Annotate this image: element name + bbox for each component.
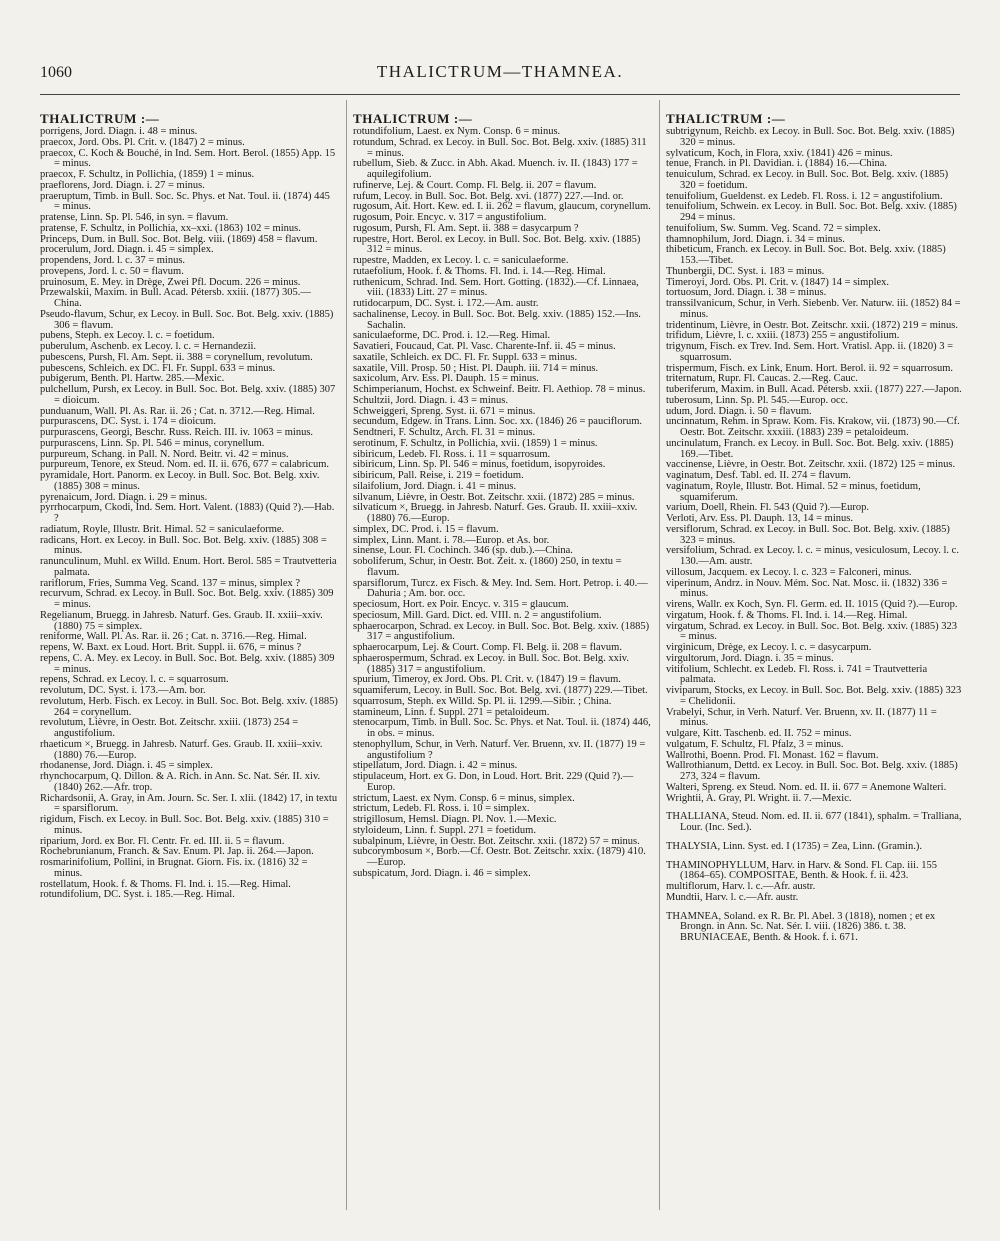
index-entry: praecox, Jord. Obs. Pl. Crit. v. (1847) 2 = minus. (40, 136, 245, 148)
index-entry: subalpinum, Lièvre, in Oestr. Bot. Zeitschr. xxii. (1872) 57 = minus. (353, 835, 640, 847)
index-entry: udum, Jord. Diagn. i. 50 = flavum. (666, 405, 812, 417)
index-entry: repens, Schrad. ex Lecoy. l. c. = squarrosum. (40, 674, 229, 686)
index-entry: subspicatum, Jord. Diagn. i. 46 = simplex. (353, 867, 531, 879)
index-entry: rutidocarpum, DC. Syst. i. 172.—Am. austr. (353, 298, 539, 309)
index-entry: purpurascens, Georgi, Beschr. Russ. Reich. III. iv. 1063 = minus. (40, 427, 314, 438)
index-entry: Sendtneri, F. Schultz, Arch. Fl. 31 = minus. (353, 427, 536, 438)
index-entry: pubigerum, Benth. Pl. Hartw. 285.—Mexic. (40, 373, 225, 385)
index-entry: simplex, Linn. Mant. i. 78.—Europ. et As. bor. (353, 534, 550, 546)
index-entry: silvaticum ×, Bruegg. in Jahresb. Naturf. Ges. Graub. II. xxiii–xxiv. (1880) 76.—Europ. (353, 502, 638, 524)
index-entry: trifidum, Lièvre, l. c. xxiii. (1873) 255 = angustifolium. (666, 330, 900, 342)
index-entry: Savatieri, Foucaud, Cat. Pl. Vasc. Charente-Inf. ii. 45 = minus. (353, 341, 616, 352)
index-entry: subtrigynum, Reichb. ex Lecoy. in Bull. Soc. Bot. Belg. xxiv. (1885) 320 = minus. (666, 126, 955, 148)
index-entry: rutaefolium, Hook. f. & Thoms. Fl. Ind. i. 14.—Reg. Himal. (353, 265, 606, 277)
index-entry: uncinnatum, Rehm. in Spraw. Kom. Fis. Krakow, vii. (1873) 90.—Cf. Oestr. Bot. Zeitschr. xxxiii. (1883) 239 = petaloideum. (666, 416, 960, 438)
index-entry: tuberiferum, Maxim. in Bull. Acad. Pétersb. xxii. (1877) 227.—Japon. (666, 384, 962, 395)
index-entry: pulchellum, Pursh, ex Lecoy. in Bull. Soc. Bot. Belg. xxiv. (1885) 307 = dioicum. (40, 384, 336, 406)
index-entry: spurium, Timeroy, ex Jord. Obs. Pl. Crit. v. (1847) 19 = flavum. (353, 674, 621, 686)
index-entry: strigillosum, Hemsl. Diagn. Pl. Nov. 1.—Mexic. (353, 814, 557, 825)
index-entry: vulgatum, F. Schultz, Fl. Pfalz, 3 = minus. (666, 738, 844, 750)
index-entry: rotundifolium, Laest. ex Nym. Consp. 6 = minus. (353, 126, 561, 137)
index-entry: punduanum, Wall. Pl. As. Rar. ii. 26 ; Cat. n. 3712.—Reg. Himal. (40, 405, 315, 417)
index-entry: Przewalskii, Maxim. in Bull. Acad. Pétersb. xxiii. (1877) 305.—China. (40, 287, 311, 309)
column-2 (346, 100, 651, 1210)
index-entry: ruthenicum, Schrad. Ind. Sem. Hort. Gotting. (1832).—Cf. Linnaea, viii. (1833) Litt. 27 = minus. (353, 276, 639, 299)
index-entry: stenocarpum, Timb. in Bull. Soc. Sc. Phys. et Nat. Toul. ii. (1874) 446, in obs. = minus. (353, 717, 651, 739)
index-entry: tenuifolium, Gueldenst. ex Ledeb. Fl. Ross. i. 12 = angustifolium. (666, 190, 943, 202)
index-entry: tenuifolium, Sw. Summ. Veg. Scand. 72 = simplex. (666, 222, 881, 234)
index-entry: viviparum, Stocks, ex Lecoy. in Bull. Soc. Bot. Belg. xxiv. (1885) 323 = Chelidonii. (666, 685, 962, 707)
index-entry: reniforme, Wall. Pl. As. Rar. ii. 26 ; Cat. n. 3716.—Reg. Himal. (40, 631, 307, 643)
index-entry: sphaerocarpum, Lej. & Court. Comp. Fl. Belg. ii. 208 = flavum. (353, 642, 622, 653)
index-entry: triternatum, Rupr. Fl. Caucas. 2.—Reg. Cauc. (666, 373, 858, 385)
index-entry: pyrrhocarpum, Ckodi, Ind. Sem. Hort. Valent. (1883) (Quid ?).—Hab. ? (40, 502, 335, 524)
index-entry: repens, W. Baxt. ex Loud. Hort. Brit. Suppl. ii. 676, = minus ? (40, 642, 302, 653)
genus-entry: Mundtii, Harv. l. c.—Afr. austr. (666, 891, 799, 903)
index-entry: strictum, Ledeb. Fl. Ross. i. 10 = simplex. (353, 803, 530, 815)
index-entry: Schimperianum, Hochst. ex Schweinf. Beitr. Fl. Aethiop. 78 = minus. (353, 384, 646, 395)
index-entry: pubescens, Schleich. ex DC. Fl. Fr. Suppl. 633 = minus. (40, 362, 276, 374)
index-entry: stenophyllum, Schur, in Verh. Naturf. Ver. Bruenn, xv. II. (1877) 19 = angustifolium ? (353, 738, 646, 761)
index-entry: rotundifolium, DC. Syst. i. 185.—Reg. Himal. (40, 889, 235, 901)
index-entry: rotundum, Schrad. ex Lecoy. in Bull. Soc. Bot. Belg. xxiv. (1885) 311 = minus. (353, 136, 647, 159)
index-entry: Vrabelyi, Schur, in Verh. Naturf. Ver. Bruenn, xv. II. (1877) 11 = minus. (666, 706, 937, 729)
index-entry: vaccinense, Lièvre, in Oestr. Bot. Zeitschr. xxii. (1872) 125 = minus. (666, 459, 956, 471)
genus-entry: multiflorum, Harv. l. c.—Afr. austr. (666, 881, 816, 892)
index-entry: sphaerospermum, Schrad. ex Lecoy. in Bull. Soc. Bot. Belg. xxiv. (1885) 317 = angustifolium. (353, 652, 629, 675)
genus-entry: THALYSIA, Linn. Syst. ed. I (1735) = Zea, Linn. (Gramin.). (666, 840, 922, 852)
index-entry: speciosum, Mill. Gard. Dict. ed. VIII. n. 2 = angustifolium. (353, 609, 602, 621)
index-entry: tortuosum, Jord. Diagn. i. 38 = minus. (666, 287, 827, 299)
index-entry: rufum, Lecoy. in Bull. Soc. Bot. Belg. xvi. (1877) 227.—Ind. or. (353, 190, 624, 202)
index-entry: revolutum, Lièvre, in Oestr. Bot. Zeitschr. xxiii. (1873) 254 = angustifolium. (40, 717, 299, 739)
index-entry: Thunbergii, DC. Syst. i. 183 = minus. (666, 265, 825, 277)
page-number: 1060 (40, 64, 72, 81)
index-entry: Timeroyi, Jord. Obs. Pl. Crit. v. (1847) 14 = simplex. (666, 276, 890, 288)
index-entry: thamnophilum, Jord. Diagn. i. 34 = minus. (666, 233, 845, 245)
index-entry: rugosum, Ait. Hort. Kew. ed. I. ii. 262 = flavum, glaucum, corynellum. (353, 201, 651, 213)
index-entry: sachalinense, Lecoy. in Bull. Soc. Bot. Belg. xxiv. (1885) 152.—Ins. Sachalin. (353, 308, 641, 331)
index-entry: purpurascens, DC. Syst. i. 174 = dioicum. (40, 416, 216, 428)
index-entry: sylvaticum, Koch, in Flora, xxiv. (1841) 426 = minus. (666, 147, 893, 159)
columns-container (40, 100, 964, 1210)
column-heading: THALICTRUM :— (40, 111, 160, 126)
running-head: THALICTRUM—THAMNEA. (376, 62, 624, 81)
index-entry: rupestre, Madden, ex Lecoy. l. c. = saniculaeforme. (353, 255, 569, 266)
index-entry: praeruptum, Timb. in Bull. Soc. Sc. Phys. et Nat. Toul. ii. (1874) 445 = minus. (40, 190, 330, 213)
index-entry: rhynchocarpum, Q. Dillon. & A. Rich. in Ann. Sc. Nat. Sér. II. xiv. (1840) 262.—Afr. trop. (40, 771, 321, 793)
index-entry: tenuiculum, Schrad. ex Lecoy. in Bull. Soc. Bot. Belg. xxiv. (1885) 320 = foetidum. (666, 169, 949, 191)
index-entry: thibeticum, Franch. ex Lecoy. in Bull. Soc. Bot. Belg. xxiv. (1885) 153.—Tibet. (666, 244, 946, 266)
index-entry: porrigens, Jord. Diagn. i. 48 = minus. (40, 126, 198, 137)
column-1 (40, 100, 338, 1210)
index-entry: pyramidale, Hort. Panorm. ex Lecoy. in Bull. Soc. Bot. Belg. xxiv. (1885) 308 = minus. (40, 470, 320, 492)
index-entry: squamiferum, Lecoy. in Bull. Soc. Bot. Belg. xvi. (1877) 229.—Tibet. (353, 685, 648, 696)
index-entry: praeflorens, Jord. Diagn. i. 27 = minus. (40, 179, 205, 191)
index-entry: silvanum, Lièvre, in Oestr. Bot. Zeitschr. xxii. (1872) 285 = minus. (353, 491, 635, 503)
index-entry: Pseudo-flavum, Schur, ex Lecoy. in Bull. Soc. Bot. Belg. xxiv. (1885) 306 = flavum. (40, 308, 334, 331)
index-entry: soboliferum, Schur, in Oestr. Bot. Zeit. x. (1860) 250, in textu = flavum. (353, 556, 622, 578)
index-entry: secundum, Edgew. in Trans. Linn. Soc. xx. (1846) 26 = pauciflorum. (353, 416, 643, 428)
index-entry: silaifolium, Jord. Diagn. i. 41 = minus. (353, 480, 517, 492)
index-entry: stamineum, Linn. f. Suppl. 271 = petaloideum. (353, 706, 550, 718)
index-entry: Verloti, Arv. Ess. Pl. Dauph. 13, 14 = minus. (666, 513, 853, 524)
index-entry: praecox, F. Schultz, in Pollichia, (1859) 1 = minus. (40, 169, 255, 180)
index-entry: saniculaeforme, DC. Prod. i. 12.—Reg. Himal. (353, 330, 551, 342)
index-entry: revolutum, DC. Syst. i. 173.—Am. bor. (40, 685, 206, 696)
index-entry: purpurascens, Linn. Sp. Pl. 546 = minus, corynellum. (40, 437, 265, 449)
index-entry: virgatum, Schrad. ex Lecoy. in Bull. Soc. Bot. Belg. xxiv. (1885) 323 = minus. (666, 620, 957, 643)
index-entry: sparsiflorum, Turcz. ex Fisch. & Mey. Ind. Sem. Hort. Petrop. i. 40.—Dahuria ; Am. bor. occ. (353, 577, 648, 600)
column-heading: THALICTRUM :— (353, 111, 473, 126)
index-entry: purpureum, Schang. in Pall. N. Nord. Beitr. vi. 42 = minus. (40, 448, 289, 460)
index-entry: virgultorum, Jord. Diagn. i. 35 = minus. (666, 652, 834, 664)
genus-entry: THALLIANA, Steud. Nom. ed. II. ii. 677 (1841), sphalm. = Tralliana, Lour. (Inc. Sed.). (666, 811, 962, 833)
index-entry: rosmarinifolium, Pollini, in Brugnat. Giorn. Fis. ix. (1816) 32 = minus. (40, 857, 308, 879)
index-entry: trispermum, Fisch. ex Link, Enum. Hort. Berol. ii. 92 = squarrosum. (666, 362, 954, 374)
index-entry: rugosum, Pursh, Fl. Am. Sept. ii. 388 = dasycarpum ? (353, 222, 579, 234)
index-entry: stipulaceum, Hort. ex G. Don, in Loud. Hort. Brit. 229 (Quid ?).—Europ. (353, 771, 634, 793)
index-entry: transsilvanicum, Schur, in Verh. Siebenb. Ver. Naturw. iii. (1852) 84 = minus. (666, 298, 961, 320)
genus-entry: THAMINOPHYLLUM, Harv. in Harv. & Sond. Fl. Cap. iii. 155 (1864–65). COMPOSITAE, Benth. & Hook. f. ii. 423. (666, 859, 938, 882)
index-entry: vaginatum, Desf. Tabl. ed. II. 274 = flavum. (666, 470, 851, 481)
index-entry: pruinosum, E. Mey. in Drège, Zwei Pfl. Docum. 226 = minus. (40, 276, 301, 288)
index-entry: uncinulatum, Franch. ex Lecoy. in Bull. Soc. Bot. Belg. xxiv. (1885) 169.—Tibet. (666, 437, 954, 460)
index-entry: puberulum, Aschenb. ex Lecoy. l. c. = Hernandezii. (40, 341, 257, 352)
index-entry: versifolium, Schrad. ex Lecoy. l. c. = minus, vesiculosum, Lecoy. l. c. 130.—Am. austr. (666, 545, 959, 567)
index-entry: Rochebrunianum, Franch. & Sav. Enum. Pl. Jap. ii. 264.—Japon. (40, 846, 314, 858)
index-entry: saxatile, Schleich. ex DC. Fl. Fr. Suppl. 633 = minus. (353, 351, 578, 363)
index-entry: Wallrothi, Boenn. Prod. Fl. Monast. 162 = flavum. (666, 749, 879, 761)
index-entry: sphaerocarpon, Schrad. ex Lecoy. in Bull. Soc. Bot. Belg. xxiv. (1885) 317 = angustifolium. (353, 620, 650, 643)
index-entry: propendens, Jord. l. c. 37 = minus. (40, 255, 186, 266)
index-entry: villosum, Jacquem. ex Lecoy. l. c. 323 = Falconeri, minus. (666, 566, 912, 578)
index-entry: rupestre, Hort. Berol. ex Lecoy. in Bull. Soc. Bot. Belg. xxiv. (1885) 312 = minus. (353, 233, 641, 256)
genus-entry: THAMNEA, Soland. ex R. Br. Pl. Abel. 3 (1818), nomen ; et ex Brongn. in Ann. Sc. Nat. Sér. I. viii. (1826) 386. t. 38. BRUNIACEAE, Benth. & Hook. f. i. 671. (666, 910, 936, 943)
index-entry: pyrenaicum, Jord. Diagn. i. 29 = minus. (40, 491, 208, 503)
index-entry: provepens, Jord. l. c. 50 = flavum. (40, 265, 184, 277)
index-entry: Princeps, Dum. in Bull. Soc. Bot. Belg. viii. (1869) 458 = flavum. (40, 233, 318, 245)
index-entry: pratense, F. Schultz, in Pollichia, xx–xxi. (1863) 102 = minus. (40, 222, 301, 234)
index-entry: versiflorum, Schrad. ex Lecoy. in Bull. Soc. Bot. Belg. xxiv. (1885) 323 = minus. (666, 523, 950, 546)
index-entry: recurvum, Schrad. ex Lecoy. in Bull. Soc. Bot. Belg. xxiv. (1885) 309 = minus. (40, 588, 334, 610)
index-entry: sibiricum, Linn. Sp. Pl. 546 = minus, foetidum, isopyroides. (353, 459, 606, 471)
index-entry: squarrosum, Steph. ex Willd. Sp. Pl. ii. 1299.—Sibir. ; China. (353, 695, 612, 707)
index-entry: viperinum, Andrz. in Nouv. Mém. Soc. Nat. Mosc. ii. (1832) 336 = minus. (666, 577, 948, 600)
index-entry: vulgare, Kitt. Taschenb. ed. II. 752 = minus. (666, 728, 852, 739)
index-entry: Wrightii, A. Gray, Pl. Wright. ii. 7.—Mexic. (666, 792, 852, 804)
index-entry: varium, Doell, Rhein. Fl. 543 (Quid ?).—Europ. (666, 502, 869, 514)
index-entry: saxicolum, Arv. Ess. Pl. Dauph. 15 = minus. (353, 373, 539, 385)
index-entry: repens, C. A. Mey. ex Lecoy. in Bull. Soc. Bot. Belg. xxiv. (1885) 309 = minus. (40, 652, 335, 675)
index-entry: tridentinum, Lièvre, in Oestr. Bot. Zeitschr. xxii. (1872) 219 = minus. (666, 319, 959, 331)
index-entry: vitifolium, Schlecht. ex Ledeb. Fl. Ross. i. 741 = Trautvetteria palmata. (666, 663, 928, 686)
index-entry: trigynum, Fisch. ex Trev. Ind. Sem. Hort. Vratisl. App. ii. (1820) 3 = squarrosum. (666, 341, 954, 363)
index-entry: pubens, Steph. ex Lecoy. l. c. = foetidum. (40, 330, 215, 342)
index-entry: sibiricum, Pall. Reise, i. 219 = foetidum. (353, 470, 524, 481)
index-entry: rugosum, Poir. Encyc. v. 317 = angustifolium. (353, 212, 547, 223)
index-entry: stipellatum, Jord. Diagn. i. 42 = minus. (353, 760, 518, 772)
index-entry: serotinum, F. Schultz, in Pollichia, xvii. (1859) 1 = minus. (353, 437, 598, 449)
index-entry: rufinerve, Lej. & Court. Comp. Fl. Belg. ii. 207 = flavum. (353, 179, 597, 191)
index-entry: sinense, Lour. Fl. Cochinch. 346 (sp. dub.).—China. (353, 545, 573, 557)
index-entry: virginicum, Drège, ex Lecoy. l. c. = dasycarpum. (666, 642, 872, 653)
index-entry: vaginatum, Royle, Illustr. Bot. Himal. 52 = minus, foetidum, squamiferum. (666, 480, 921, 503)
index-entry: saxatile, Vill. Prosp. 50 ; Hist. Pl. Dauph. iii. 714 = minus. (353, 362, 599, 374)
index-entry: rigidum, Fisch. ex Lecoy. in Bull. Soc. Bot. Belg. xxiv. (1885) 310 = minus. (40, 814, 329, 836)
index-entry: riparium, Jord. ex Bor. Fl. Centr. Fr. ed. III. ii. 5 = flavum. (40, 835, 285, 847)
index-entry: tuberosum, Linn. Sp. Pl. 545.—Europ. occ. (666, 394, 848, 406)
index-entry: praecox, C. Koch & Bouché, in Ind. Sem. Hort. Berol. (1855) App. 15 = minus. (40, 147, 336, 170)
index-entry: pratense, Linn. Sp. Pl. 546, in syn. = flavum. (40, 212, 229, 223)
index-entry: rubellum, Sieb. & Zucc. in Abh. Akad. Muench. iv. II. (1843) 177 = aquilegifolium. (353, 158, 638, 180)
index-entry: sibiricum, Ledeb. Fl. Ross. i. 11 = squarrosum. (353, 448, 551, 460)
index-entry: subcorymbosum ×, Borb.—Cf. Oestr. Bot. Zeitschr. xxix. (1879) 410.—Europ. (353, 846, 646, 868)
header-rule (40, 94, 960, 95)
index-entry: Schultzii, Jord. Diagn. i. 43 = minus. (353, 394, 508, 406)
index-entry: rostellatum, Hook. f. & Thoms. Fl. Ind. i. 15.—Reg. Himal. (40, 878, 291, 890)
index-entry: procerulum, Jord. Diagn. i. 45 = simplex. (40, 244, 214, 256)
index-entry: Schweiggeri, Spreng. Syst. ii. 671 = minus. (353, 405, 536, 417)
index-entry: pubescens, Pursh, Fl. Am. Sept. ii. 388 = corynellum, revolutum. (40, 351, 313, 363)
index-entry: rariflorum, Fries, Summa Veg. Scand. 137 = minus, simplex ? (40, 577, 301, 589)
index-entry: ranunculinum, Muhl. ex Willd. Enum. Hort. Berol. 585 = Trautvetteria palmata. (40, 556, 337, 578)
index-entry: speciosum, Hort. ex Poir. Encyc. v. 315 = glaucum. (353, 599, 569, 610)
index-entry: rhaeticum ×, Bruegg. in Jahresb. Naturf. Ges. Graub. II. xxiii–xxiv. (1880) 76.—Europ. (40, 738, 323, 761)
index-entry: strictum, Laest. ex Nym. Consp. 6 = minus, simplex. (353, 792, 575, 804)
index-entry: Richardsonii, A. Gray, in Am. Journ. Sc. Ser. I. xlii. (1842) 17, in textu = sparsiflorum. (40, 792, 338, 815)
index-entry: virens, Wallr. ex Koch, Syn. Fl. Germ. ed. II. 1015 (Quid ?).—Europ. (666, 599, 958, 610)
index-entry: simplex, DC. Prod. i. 15 = flavum. (353, 523, 499, 535)
index-entry: tenuifolium, Schwein. ex Lecoy. in Bull. Soc. Bot. Belg. xxiv. (1885) 294 = minus. (666, 201, 957, 223)
index-entry: revolutum, Herb. Fisch. ex Lecoy. in Bull. Soc. Bot. Belg. xxiv. (1885) 264 = corynellum. (40, 695, 338, 718)
index-entry: radicans, Hort. ex Lecoy. in Bull. Soc. Bot. Belg. xxiv. (1885) 308 = minus. (40, 534, 327, 557)
index-entry: tenue, Franch. in Pl. Davidian. i. (1884) 16.—China. (666, 158, 888, 170)
index-entry: radiatum, Royle, Illustr. Brit. Himal. 52 = saniculaeforme. (40, 523, 285, 535)
index-entry: Wallrothianum, Dettd. ex Lecoy. in Bull. Soc. Bot. Belg. xxiv. (1885) 273, 324 = flavum. (666, 760, 958, 782)
column-heading: THALICTRUM :— (666, 111, 786, 126)
index-entry: Walteri, Spreng. ex Steud. Nom. ed. II. ii. 677 = Anemone Walteri. (666, 781, 947, 793)
index-entry: styloideum, Linn. f. Suppl. 271 = foetidum. (353, 824, 536, 836)
index-entry: virgatum, Hook. f. & Thoms. Fl. Ind. i. 14.—Reg. Himal. (666, 609, 908, 621)
index-entry: rhodanense, Jord. Diagn. i. 45 = simplex. (40, 760, 214, 772)
index-entry: Regelianum, Bruegg. in Jahresb. Naturf. Ges. Graub. II. xxiii–xxiv. (1880) 75 = simplex. (40, 609, 323, 632)
index-entry: purpureum, Tenore, ex Steud. Nom. ed. II. ii. 676, 677 = calabricum. (40, 459, 330, 471)
column-3 (659, 100, 964, 1210)
